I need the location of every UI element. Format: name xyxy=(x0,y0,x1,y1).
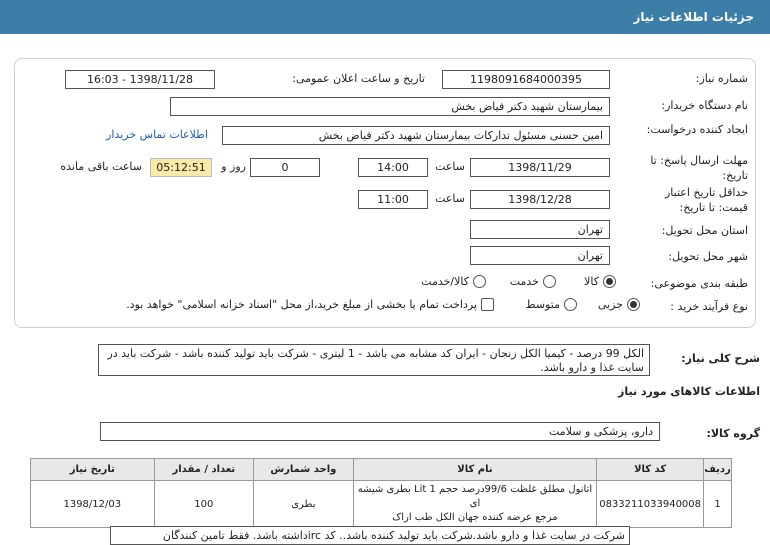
page-title: جزئیات اطلاعات نیاز xyxy=(633,10,754,24)
row-index: 1 xyxy=(704,481,732,528)
radio-selected-icon[interactable] xyxy=(627,298,640,311)
row-code: 0833211033940008 xyxy=(597,481,704,528)
remaining-label: ساعت باقی مانده xyxy=(60,160,142,173)
row-name-line1: اتانول مطلق غلظت 99/6درصد حجم Lit 1 بطری شیشه ای xyxy=(357,484,593,509)
goods-table-header xyxy=(31,459,732,481)
row-date: 1398/12/03 xyxy=(31,481,155,528)
col-name: نام کالا xyxy=(353,459,597,481)
checkbox-icon[interactable] xyxy=(481,298,494,311)
description-field: الکل 99 درصد - کیمیا الکل زنجان - ایران کد مشابه می باشد - 1 لیتری - شرکت باید تولید کننده باشد - شرکت باید در سایت غذا و دارو باشد. xyxy=(98,344,650,376)
days-field: 0 xyxy=(250,158,320,177)
city-label: شهر محل تحویل: xyxy=(668,250,748,263)
validity-time-field: 11:00 xyxy=(358,190,428,209)
announce-label: تاریخ و ساعت اعلان عمومی: xyxy=(292,72,425,85)
process-option-medium[interactable]: متوسط xyxy=(525,298,577,311)
category-option-goods[interactable]: کالا xyxy=(584,275,616,288)
table-row xyxy=(31,481,732,528)
category-option-service[interactable]: خدمت xyxy=(510,275,556,288)
category-option-both[interactable]: کالا/خدمت xyxy=(421,275,486,288)
goods-group-field: دارو، پزشکی و سلامت xyxy=(100,422,660,441)
need-number-label: شماره نیاز: xyxy=(695,72,748,85)
creator-label: ایجاد کننده درخواست: xyxy=(646,123,748,136)
row-name xyxy=(353,481,597,528)
goods-group-label: گروه کالا: xyxy=(706,427,760,440)
process-label: نوع فرآیند خرید : xyxy=(670,300,748,313)
buyer-field: بیمارستان شهید دکتر فیاض بخش xyxy=(170,97,610,116)
province-field: تهران xyxy=(470,220,610,239)
page-header xyxy=(0,0,770,34)
days-label: روز و xyxy=(221,160,246,173)
description-label: شرح کلی نیاز: xyxy=(681,352,760,365)
col-date: تاریخ نیاز xyxy=(31,459,155,481)
validity-time-label: ساعت xyxy=(435,192,465,205)
category-label: طبقه بندی موضوعی: xyxy=(650,277,748,290)
validity-label: حداقل تاریخ اعتبار قیمت: تا تاریخ: xyxy=(664,186,748,214)
province-label: استان محل تحویل: xyxy=(661,224,748,237)
deadline-label: مهلت ارسال پاسخ: تا تاریخ: xyxy=(650,154,748,182)
creator-field: امین حسنی مسئول تدارکات بیمارستان شهید دکتر فیاض بخش xyxy=(222,126,610,145)
buyer-label: نام دستگاه خریدار: xyxy=(661,99,748,112)
col-code: کد کالا xyxy=(597,459,704,481)
row-qty: 100 xyxy=(154,481,253,528)
deadline-time-label: ساعت xyxy=(435,160,465,173)
deadline-time-field: 14:00 xyxy=(358,158,428,177)
radio-icon[interactable] xyxy=(543,275,556,288)
announce-field: 1398/11/28 - 16:03 xyxy=(65,70,215,89)
city-field: تهران xyxy=(470,246,610,265)
need-number-field: 1198091684000395 xyxy=(442,70,610,89)
col-unit: واحد شمارش xyxy=(254,459,354,481)
process-option-minor[interactable]: جزیی xyxy=(598,298,640,311)
buyer-contact-link[interactable]: اطلاعات تماس خریدار xyxy=(106,128,208,141)
col-index: ردیف xyxy=(704,459,732,481)
treasury-payment-option[interactable]: پرداخت تمام یا بخشی از مبلغ خرید،از محل "اسناد خزانه اسلامی" خواهد بود. xyxy=(126,298,494,311)
row-name-line2: مرجع عرضه کننده جهان الکل طب اراک xyxy=(392,512,558,523)
goods-table xyxy=(30,458,732,528)
row-unit: بطری xyxy=(254,481,354,528)
radio-icon[interactable] xyxy=(473,275,486,288)
radio-selected-icon[interactable] xyxy=(603,275,616,288)
remaining-time-field: 05:12:51 xyxy=(150,158,212,177)
radio-icon[interactable] xyxy=(564,298,577,311)
col-qty: تعداد / مقدار xyxy=(154,459,253,481)
supplier-note-field: شرکت در سایت غذا و دارو باشد.شرکت باید تولید کننده باشد.. کد ircداشته باشد. فقط تامین کنندگان xyxy=(110,526,630,545)
deadline-date-field: 1398/11/29 xyxy=(470,158,610,177)
validity-date-field: 1398/12/28 xyxy=(470,190,610,209)
goods-section-title: اطلاعات کالاهای مورد نیاز xyxy=(618,385,760,398)
